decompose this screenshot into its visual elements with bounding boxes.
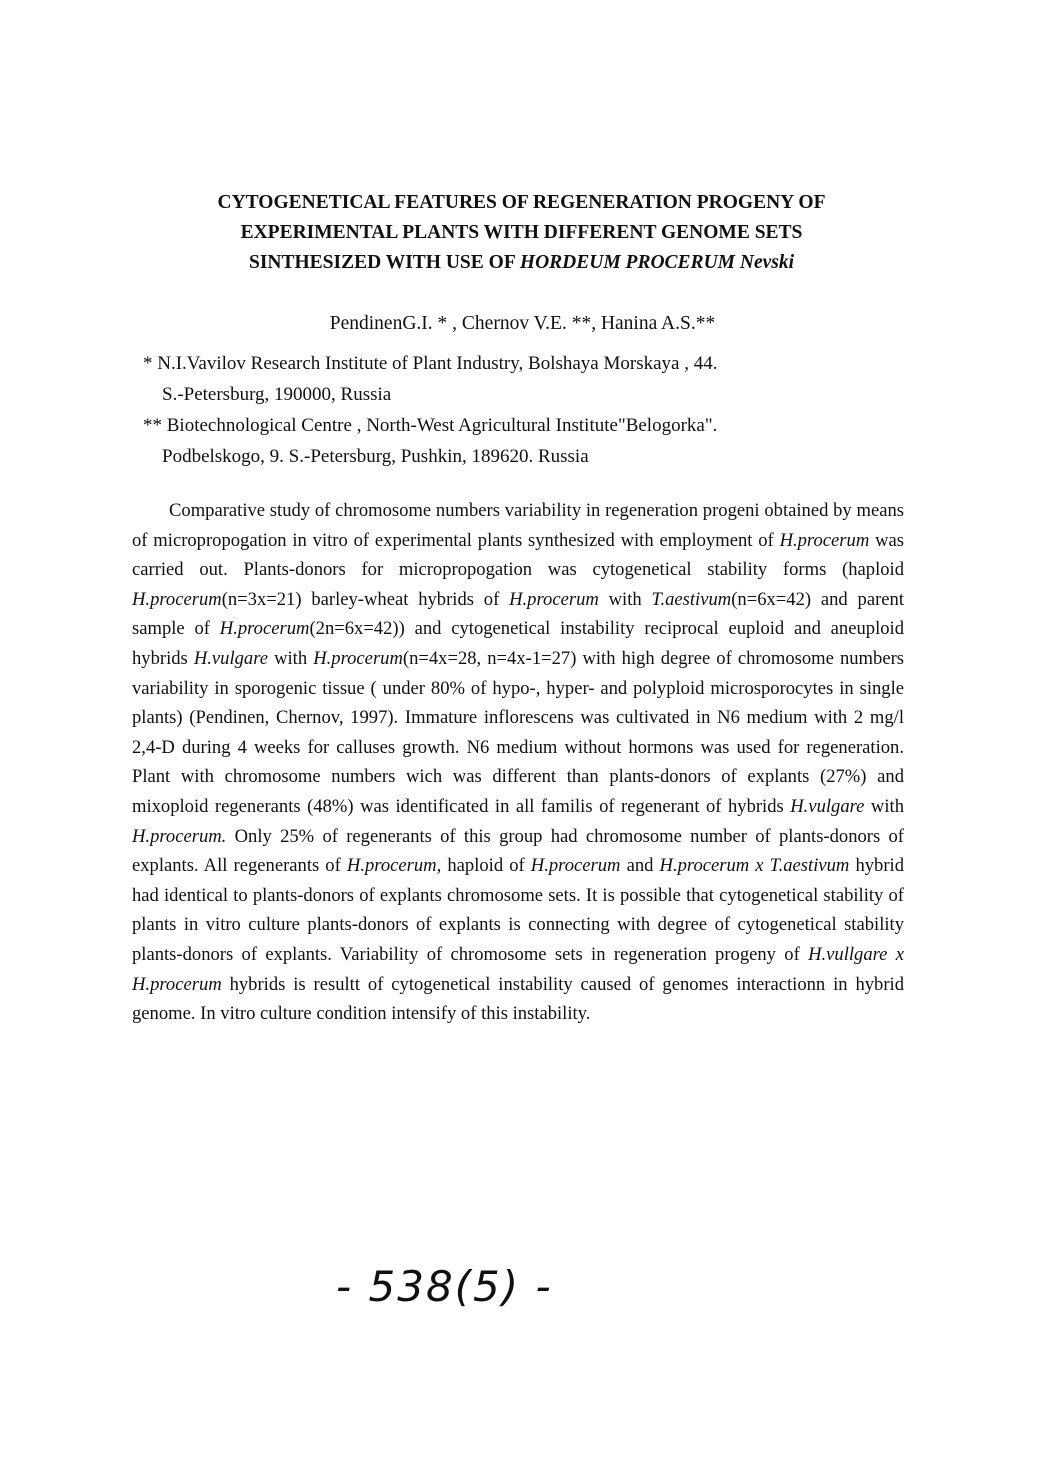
abstract-text: Only 25% of regenerants of this group had chromosome number of plants-donors of explants. All regenerants of [132,825,904,877]
affiliation-1-line-1: * N.I.Vavilov Research Institute of Plant Industry, Bolshaya Morskaya , 44. [143,353,718,374]
abstract-text: (n=3x=21) barley-wheat hybrids of [221,588,510,610]
author-list: PendinenG.I. * , Chernov V.E. **, Hanina A.S.** [329,313,716,334]
paper-title [150,188,893,278]
affiliation-2-line-1: ** Biotechnological Centre , North-West Agricultural Institute"Belogorka". [143,415,718,436]
species-name: H.vullgare x H.procerum [132,943,904,995]
species-name: H.procerum [779,529,870,551]
abstract-text: was carried out. Plants-donors for micropropogation was cytogenetical stability forms (haploid [132,529,904,581]
abstract-text: with [268,647,314,669]
page-number: - 538(5) - [336,1262,553,1311]
title-line-2: EXPERIMENTAL PLANTS WITH DIFFERENT GENOME SETS [240,222,803,243]
species-name: H.procerum [509,588,599,610]
title-line-3 [150,248,893,278]
species-name: H.procerum. [132,825,227,847]
abstract-text: (n=4x=28, n=4x-1=27) with high degree of chromosome numbers variability in sporogenic tissue ( under 80% of hypo-, hyper- and polyploid microsporocytes in single plants) (Pendinen, Chernov, 1997). Immature inflorescens was cultivated in N6 medium with 2 mg/l 2,4-D during 4 weeks for calluses growth. N6 medium without hormons was used for regeneration. Plant with chromosome numbers wich was different than plants-donors of explants (27%) and mixoploid regenerants (48%) was identificated in all familis of regenerant of hybrids [132,647,904,817]
abstract-text: with [864,795,904,817]
species-name: H.procerum [132,588,222,610]
species-name: T.aestivum [651,588,732,610]
abstract-text: with [598,588,652,610]
species-name: H.vulgare [790,795,865,817]
title-line-1: CYTOGENETICAL FEATURES OF REGENERATION PROGENY OF [217,192,826,213]
abstract-text: haploid of [441,855,531,877]
affiliation-1-line-2: S.-Petersburg, 190000, Russia [162,384,392,405]
species-name: H.procerum [219,618,310,640]
abstract-text: hybrid had identical to plants-donors of explants chromosome sets. It is possible that cytogenetical stability of plants in vitro culture plants-donors of explants is connecting with degree of cytogenetical stability plants-donors of explants. Variability of chromosome sets in regeneration progeny of [132,855,904,965]
abstract-text: Comparative study of chromosome numbers variability in regeneration progeni obtained by means of micropropogation in vitro of experimental plants synthesized with employment of [132,500,904,551]
species-name: H.procerum [313,647,403,669]
abstract-paragraph [132,496,904,1029]
affiliation-2-line-2: Podbelskogo, 9. S.-Petersburg, Pushkin, 189620. Russia [162,446,589,467]
abstract-text: and [620,855,660,877]
title-line-3-prefix: SINTHESIZED WITH USE OF [248,252,520,273]
abstract-text: (n=6x=42) and parent sample of [132,588,904,640]
affiliation-1 [143,348,883,410]
species-name: H.vulgare [193,647,269,669]
species-name: H.procerum x T.aestivum [659,855,850,877]
species-name: H.procerum [530,855,621,877]
species-name: H.procerum, [346,855,442,877]
title-species-name: HORDEUM PROCERUM Nevski [519,252,795,273]
affiliation-2 [143,410,883,472]
abstract-text: hybrids is resultt of cytogenetical instability caused of genomes interactionn in hybrid genome. In vitro culture condition intensify of this instability. [132,973,904,1025]
abstract-text: (2n=6x=42)) and cytogenetical instability reciprocal euploid and aneuploid hybrids [132,618,905,669]
